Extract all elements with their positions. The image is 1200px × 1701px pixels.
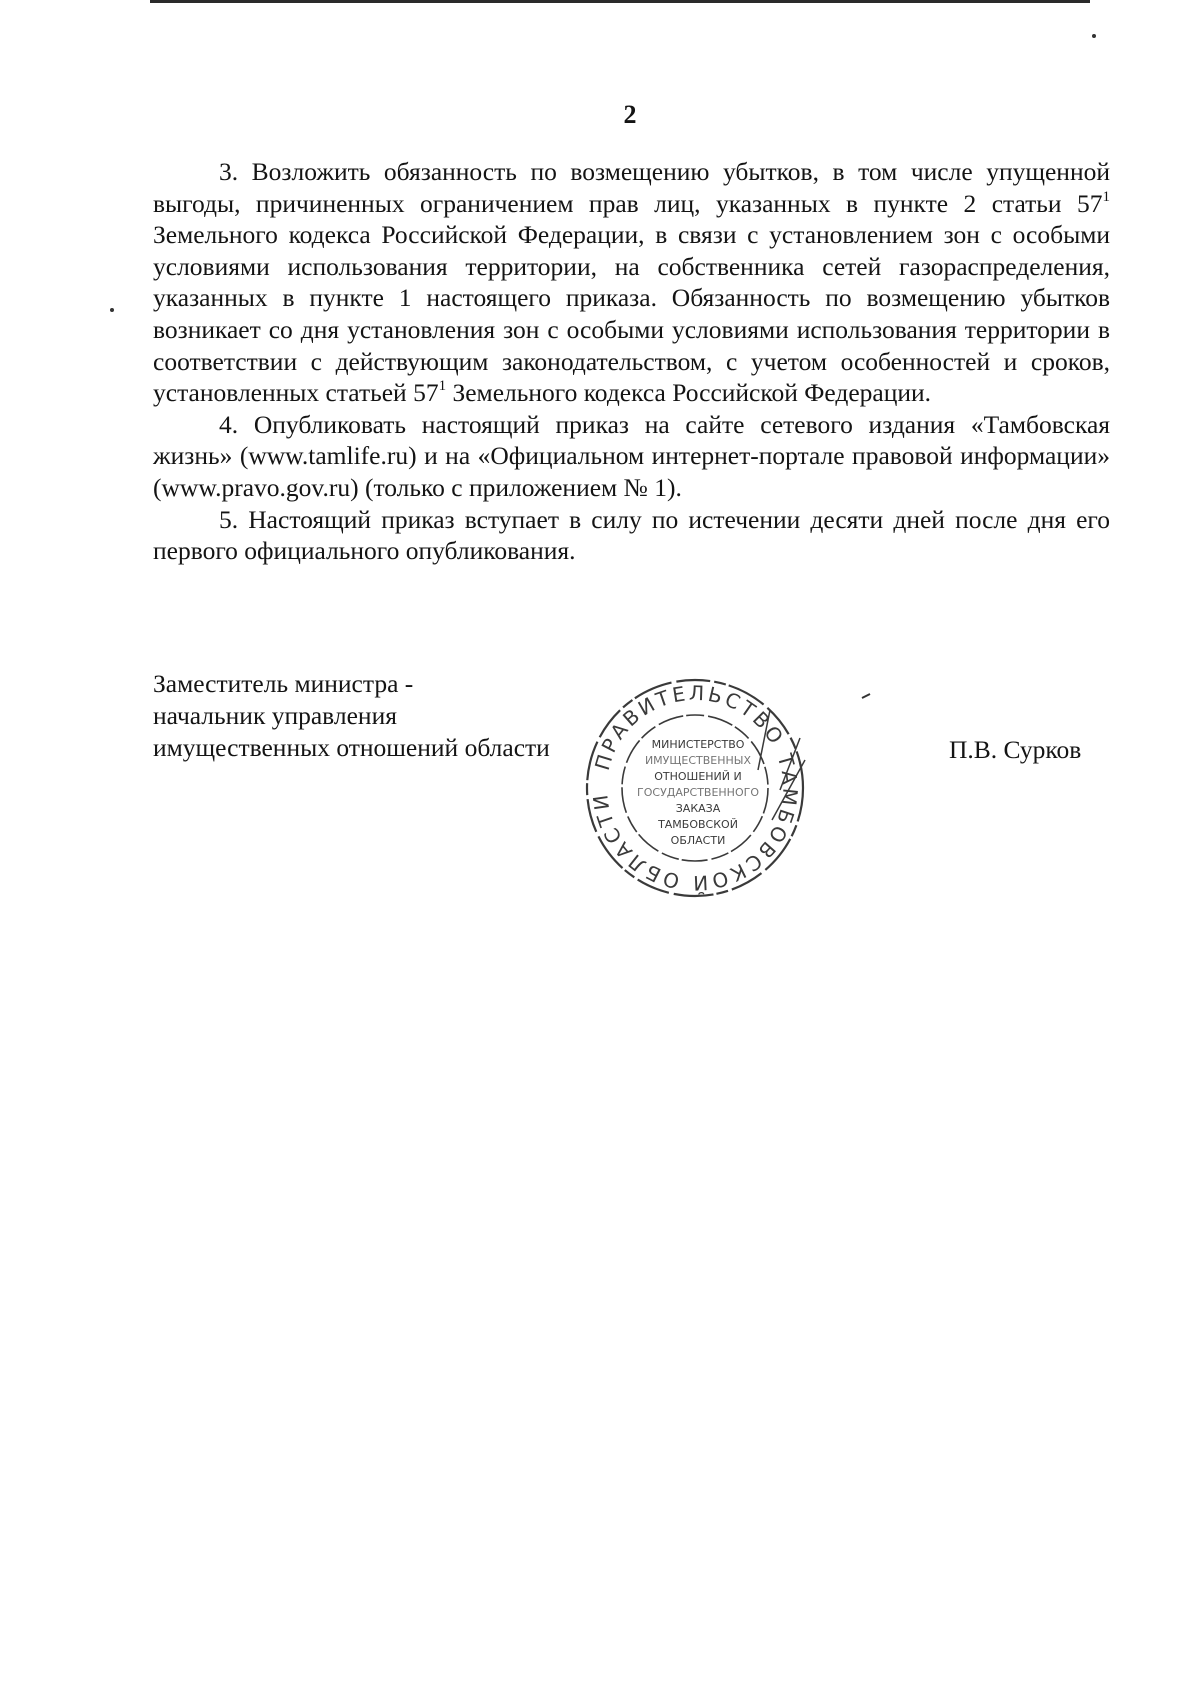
stamp-center-line: ОБЛАСТИ	[670, 834, 726, 847]
signatory-position	[153, 668, 550, 764]
superscript-index: 1	[1102, 188, 1110, 205]
official-stamp	[580, 670, 810, 906]
scan-dot	[110, 308, 114, 312]
position-line: начальник управления	[153, 701, 397, 730]
document-body	[153, 156, 1110, 567]
scan-dot	[1092, 34, 1096, 38]
item3-text-part3: Земельного кодекса Российской Федерации.	[446, 378, 932, 408]
pen-mark	[862, 694, 870, 698]
stamp-center-line: ЗАКАЗА	[675, 802, 721, 815]
stamp-center-line: ГОСУДАРСТВЕННОГО	[637, 786, 759, 799]
position-line: имущественных отношений области	[153, 733, 550, 762]
paragraph-item-3	[153, 156, 1110, 409]
position-line: Заместитель министра -	[153, 669, 414, 698]
item3-text-part2: Земельного кодекса Российской Федерации, в связи с установлением зон с особыми условиями использования территории, на собственника сетей газораспределения, указанных в пункте 1 настоящего приказа. Обязанность по возмещению убытков возникает со дня установления зон с особыми условиями использования территории в соответствии с действующим законодательством, с учетом особенностей и сроков, установленных статьей 57	[153, 220, 1110, 408]
scan-top-edge	[150, 0, 1090, 3]
stamp-center-line: ИМУЩЕСТВЕННЫХ	[644, 754, 752, 767]
stamp-center-line: ТАМБОВСКОЙ	[658, 818, 738, 831]
page-number: 2	[623, 100, 637, 129]
paragraph-item-5: 5. Настоящий приказ вступает в силу по истечении десяти дней после дня его первого официального опубликования.	[153, 504, 1110, 566]
paragraph-item-4: 4. Опубликовать настоящий приказ на сайте сетевого издания «Тамбовская жизнь» (www.tamlife.ru) и на «Официальном интернет-портале правовой информации» (www.pravo.gov.ru) (только с приложением № 1).	[153, 409, 1110, 502]
signatory-name: П.В. Сурков	[949, 735, 1082, 764]
stamp-center-line: ОТНОШЕНИЙ И	[654, 770, 742, 783]
stamp-ring-text: ПРАВИТЕЛЬСТВО ТАМБОВСКОЙ ОБЛАСТИ	[587, 680, 803, 896]
item3-text-part1: 3. Возложить обязанность по возмещению убытков, в том числе упущенной выгоды, причиненных ограничением прав лиц, указанных в пункте 2 статьи 57	[153, 157, 1110, 218]
stamp-center-line: МИНИСТЕРСТВО	[651, 738, 745, 751]
superscript-index: 1	[438, 378, 447, 395]
